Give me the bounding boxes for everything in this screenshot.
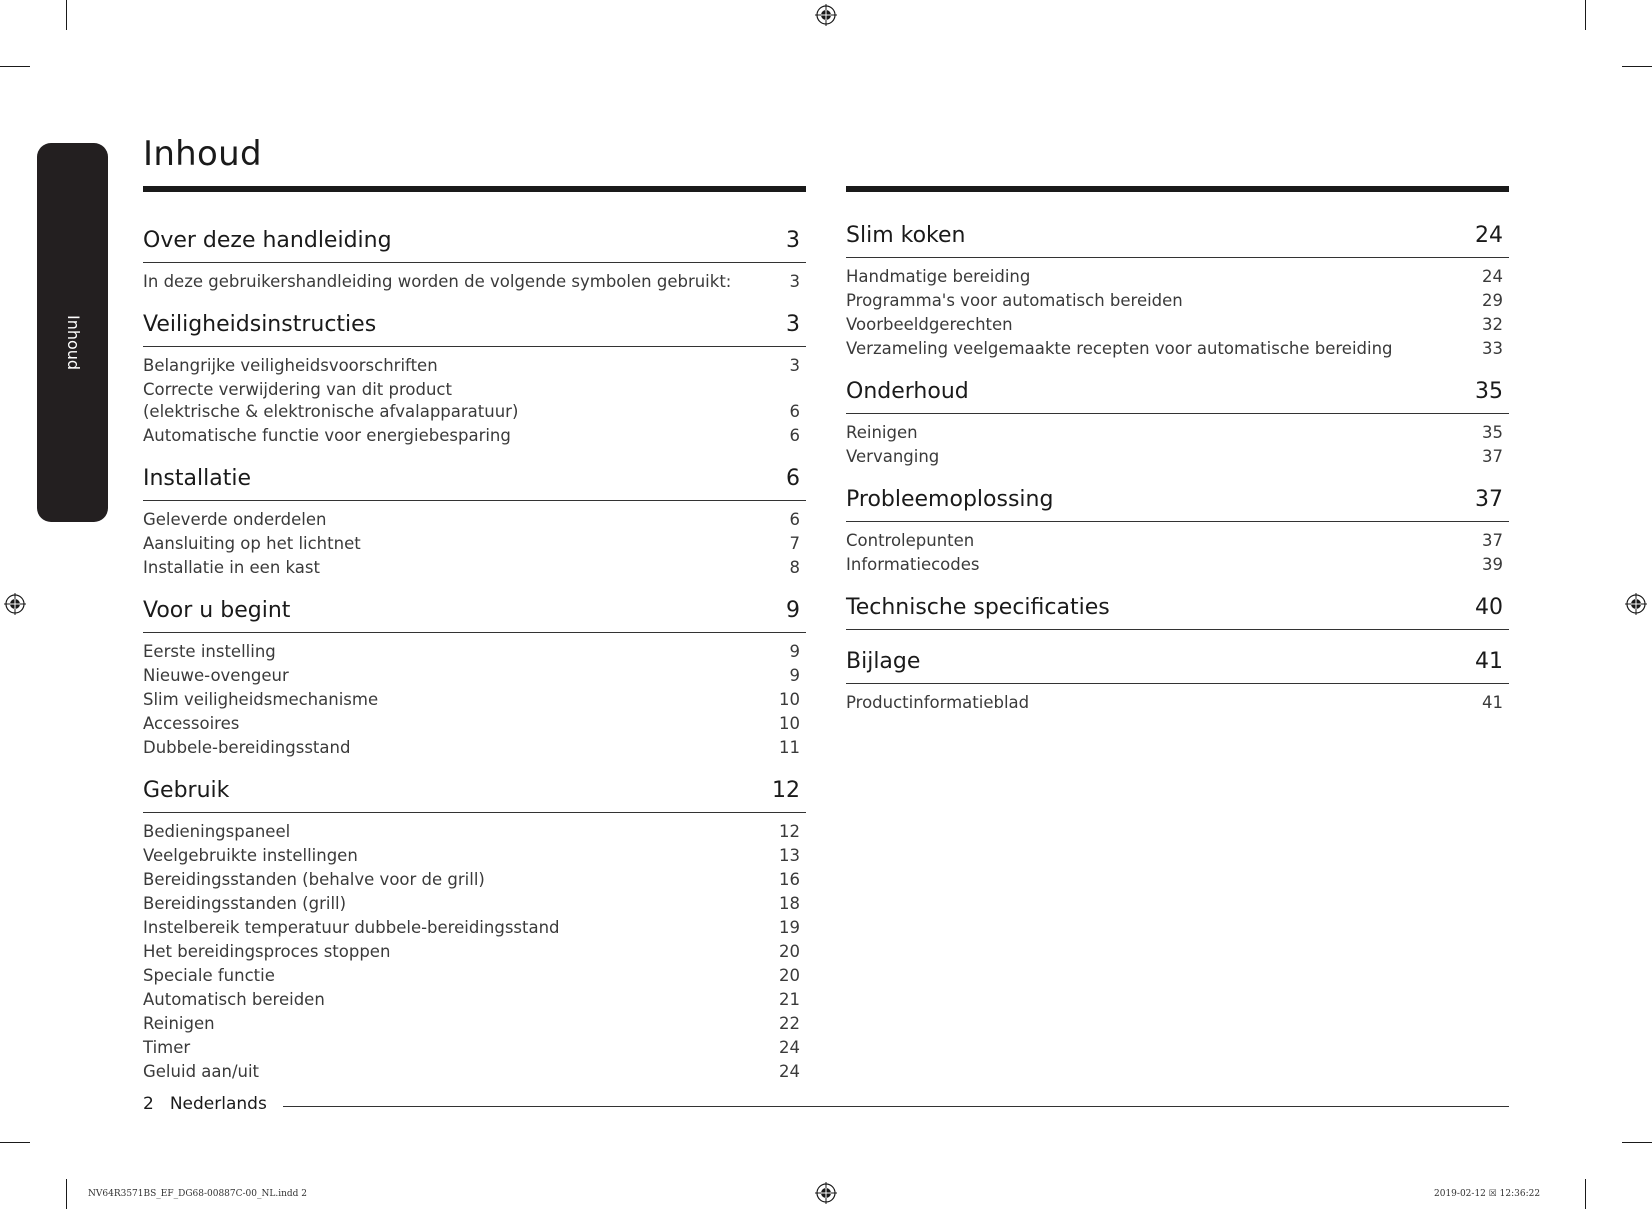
toc-entry[interactable] — [143, 425, 806, 447]
toc-section-heading[interactable] — [143, 772, 806, 813]
toc-section-title: Installatie — [143, 466, 251, 491]
toc-section-heading[interactable] — [143, 222, 806, 263]
toc-entry-title: Timer — [143, 1038, 191, 1057]
slug-timestamp: 2019-02-12 ☒ 12:36:22 — [1434, 1189, 1541, 1199]
toc-entry[interactable] — [143, 641, 806, 663]
toc-entry-page: 16 — [779, 870, 800, 889]
toc-entry-page: 22 — [779, 1014, 800, 1033]
toc-section-title: Slim koken — [846, 223, 966, 248]
toc-entry-page: 12 — [779, 822, 800, 841]
toc-section-heading[interactable] — [846, 481, 1509, 522]
toc-entry[interactable] — [143, 965, 806, 987]
toc-entry-title: Aansluiting op het lichtnet — [143, 534, 361, 553]
toc-entry-title: Informatiecodes — [846, 555, 980, 574]
toc-entry[interactable] — [143, 665, 806, 687]
toc-entry-title: In deze gebruikershandleiding worden de volgende symbolen gebruikt: — [143, 272, 732, 291]
footer-language: Nederlands — [169, 1094, 267, 1114]
toc-section-heading[interactable] — [143, 460, 806, 501]
toc-entry-title: Geluid aan/uit — [143, 1062, 260, 1081]
toc-section — [143, 772, 806, 1083]
toc-entry[interactable] — [143, 355, 806, 377]
toc-entry[interactable] — [846, 338, 1509, 360]
toc-section — [846, 217, 1509, 360]
toc-entry[interactable] — [143, 1037, 806, 1059]
toc-section-page: 35 — [1475, 379, 1503, 404]
toc-section — [846, 643, 1509, 714]
toc-section-title: Veiligheidsinstructies — [143, 312, 377, 337]
toc-entry[interactable] — [143, 271, 806, 293]
toc-section-title: Probleemoplossing — [846, 487, 1054, 512]
registration-mark-icon — [815, 1182, 837, 1204]
toc-entry-title: Bedieningspaneel — [143, 822, 291, 841]
toc-entry-page: 24 — [779, 1038, 800, 1057]
toc-entry-page: 7 — [789, 534, 800, 553]
toc-entry-page: 20 — [779, 966, 800, 985]
toc-entry-page: 3 — [789, 272, 800, 291]
toc-entry-page: 10 — [779, 714, 800, 733]
toc-entry-page: 39 — [1482, 555, 1503, 574]
title-rule — [143, 186, 806, 192]
toc-entry[interactable] — [143, 533, 806, 555]
toc-entry[interactable] — [143, 557, 806, 579]
toc-entry-title: Veelgebruikte instellingen — [143, 846, 358, 865]
toc-entry-title: Programma's voor automatisch bereiden — [846, 291, 1183, 310]
toc-section-title: Bijlage — [846, 649, 921, 674]
toc-entry[interactable] — [846, 266, 1509, 288]
registration-mark-icon — [1625, 593, 1647, 615]
toc-section-title: Over deze handleiding — [143, 228, 392, 253]
crop-mark — [1622, 1142, 1652, 1143]
toc-section-page: 37 — [1475, 487, 1503, 512]
toc-section — [143, 592, 806, 759]
toc-entry-page: 20 — [779, 942, 800, 961]
toc-entry-page: 41 — [1482, 693, 1503, 712]
toc-entry-title: Productinformatieblad — [846, 693, 1030, 712]
toc-section-page: 24 — [1475, 223, 1503, 248]
toc-entry-title: Voorbeeldgerechten — [846, 315, 1013, 334]
toc-section-page: 3 — [786, 228, 800, 253]
toc-entry-title: Geleverde onderdelen — [143, 510, 327, 529]
toc-section-heading[interactable] — [846, 643, 1509, 684]
crop-mark — [0, 1142, 30, 1143]
side-tab — [37, 143, 108, 522]
crop-mark — [0, 66, 30, 67]
toc-section-heading[interactable] — [143, 592, 806, 633]
toc-entry-page: 37 — [1482, 447, 1503, 466]
toc-entry[interactable] — [846, 314, 1509, 336]
toc-entry-page: 24 — [779, 1062, 800, 1081]
toc-entry-title: Nieuwe-ovengeur — [143, 666, 289, 685]
toc-entry-title: Accessoires — [143, 714, 240, 733]
toc-entry[interactable] — [143, 917, 806, 939]
toc-entry-page: 29 — [1482, 291, 1503, 310]
toc-entry[interactable] — [846, 692, 1509, 714]
toc-entry-page: 24 — [1482, 267, 1503, 286]
toc-entry[interactable] — [846, 422, 1509, 444]
toc-entry-title: Automatisch bereiden — [143, 990, 325, 1009]
toc-entry-page: 18 — [779, 894, 800, 913]
toc-entry-title: Correcte verwijdering van dit product (elektrische & elektronische afvalapparatuur) — [143, 380, 519, 421]
toc-section-title: Onderhoud — [846, 379, 969, 404]
toc-entry-page: 3 — [789, 356, 800, 375]
toc-entry-page: 6 — [789, 510, 800, 529]
toc-entry-title: Controlepunten — [846, 531, 975, 550]
toc-entry[interactable] — [143, 941, 806, 963]
toc-entry-page: 10 — [779, 690, 800, 709]
toc-column-right — [846, 217, 1509, 727]
toc-section-page: 3 — [786, 312, 800, 337]
toc-section — [846, 481, 1509, 576]
toc-entry-page: 32 — [1482, 315, 1503, 334]
toc-entry-page: 9 — [789, 642, 800, 661]
title-rule — [846, 186, 1509, 192]
toc-entry[interactable] — [143, 379, 806, 423]
toc-section-title: Gebruik — [143, 778, 230, 803]
toc-section — [143, 306, 806, 447]
toc-entry[interactable] — [846, 290, 1509, 312]
toc-entry[interactable] — [143, 509, 806, 531]
toc-entry-title: Bereidingsstanden (grill) — [143, 894, 347, 913]
toc-entry-title: Het bereidingsproces stoppen — [143, 942, 391, 961]
toc-entry[interactable] — [143, 689, 806, 711]
toc-entry-page: 35 — [1482, 423, 1503, 442]
toc-entry-title: Reinigen — [143, 1014, 215, 1033]
toc-section — [846, 373, 1509, 468]
toc-column-left — [143, 222, 806, 1096]
toc-section — [143, 460, 806, 579]
toc-entry-title: Instelbereik temperatuur dubbele-bereidingsstand — [143, 918, 560, 937]
toc-section-heading[interactable] — [846, 589, 1509, 630]
toc-section-title: Voor u begint — [143, 598, 291, 623]
toc-entry[interactable] — [143, 845, 806, 867]
crop-mark — [1585, 0, 1586, 30]
toc-entry-title: Automatische functie voor energiebesparing — [143, 426, 511, 445]
toc-entry-page: 13 — [779, 846, 800, 865]
toc-entry-title: Handmatige bereiding — [846, 267, 1031, 286]
toc-entry[interactable] — [143, 713, 806, 735]
toc-entry[interactable] — [846, 530, 1509, 552]
toc-entry[interactable] — [846, 446, 1509, 468]
toc-entry-page: 8 — [789, 558, 800, 577]
page-footer — [143, 1094, 267, 1114]
crop-mark — [1585, 1179, 1586, 1209]
toc-entry-title: Belangrijke veiligheidsvoorschriften — [143, 356, 438, 375]
toc-entry[interactable] — [143, 1013, 806, 1035]
toc-entry[interactable] — [143, 821, 806, 843]
toc-entry-title: Bereidingsstanden (behalve voor de grill) — [143, 870, 485, 889]
toc-section-page: 41 — [1475, 649, 1503, 674]
toc-section — [143, 222, 806, 293]
toc-section-page: 9 — [786, 598, 800, 623]
footer-rule — [283, 1106, 1509, 1107]
toc-entry-page: 21 — [779, 990, 800, 1009]
registration-mark-icon — [4, 593, 26, 615]
crop-mark — [1622, 66, 1652, 67]
crop-mark — [66, 1179, 67, 1209]
toc-section-page: 40 — [1475, 595, 1503, 620]
toc-section-page: 6 — [786, 466, 800, 491]
toc-entry-title: Installatie in een kast — [143, 558, 320, 577]
toc-entry-page: 33 — [1482, 339, 1503, 358]
toc-section-heading[interactable] — [143, 306, 806, 347]
toc-entry-page: 6 — [789, 426, 800, 445]
toc-entry-title: Dubbele-bereidingsstand — [143, 738, 351, 757]
toc-entry[interactable] — [143, 1061, 806, 1083]
registration-mark-icon — [815, 4, 837, 26]
toc-entry[interactable] — [143, 893, 806, 915]
page-title: Inhoud — [143, 134, 262, 174]
toc-entry-page: 11 — [779, 738, 800, 757]
toc-section — [846, 589, 1509, 630]
toc-section-page: 12 — [772, 778, 800, 803]
slug-file: NV64R3571BS_EF_DG68-00887C-00_NL.indd 2 — [88, 1189, 308, 1199]
toc-entry-title: Verzameling veelgemaakte recepten voor automatische bereiding — [846, 339, 1393, 358]
toc-entry-title: Slim veiligheidsmechanisme — [143, 690, 379, 709]
toc-entry[interactable] — [143, 869, 806, 891]
toc-entry-title: Speciale functie — [143, 966, 275, 985]
crop-mark — [66, 0, 67, 30]
toc-section-title: Technische specificaties — [846, 595, 1110, 620]
toc-entry-title: Vervanging — [846, 447, 940, 466]
toc-entry-title: Reinigen — [846, 423, 918, 442]
toc-entry-page: 6 — [789, 402, 800, 421]
toc-entry-page: 19 — [779, 918, 800, 937]
toc-entry-title: Eerste instelling — [143, 642, 276, 661]
page-number: 2 — [143, 1094, 154, 1114]
toc-section-heading[interactable] — [846, 373, 1509, 414]
toc-entry[interactable] — [846, 554, 1509, 576]
side-tab-label: Inhoud — [64, 315, 83, 371]
toc-entry[interactable] — [143, 737, 806, 759]
toc-entry-page: 9 — [789, 666, 800, 685]
toc-entry-page: 37 — [1482, 531, 1503, 550]
toc-entry[interactable] — [143, 989, 806, 1011]
toc-section-heading[interactable] — [846, 217, 1509, 258]
